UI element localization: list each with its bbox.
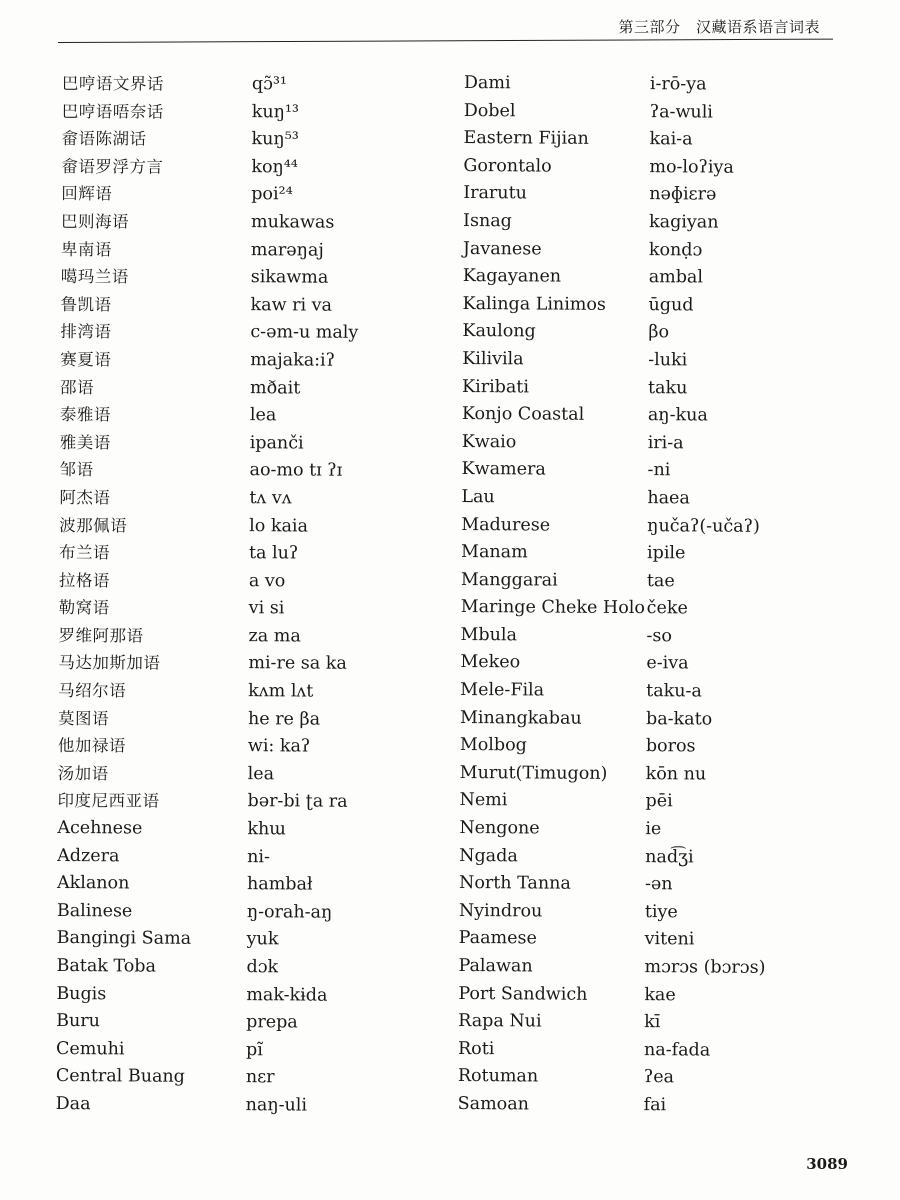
entry-row [458,981,858,1011]
entry-row [462,429,862,459]
word-form: mɔrɔs (bɔrɔs) [644,957,766,978]
entry-row [461,567,861,597]
word-form: pēi [645,791,673,812]
language-name: Nyindrou [458,900,543,922]
word-form: za ma [248,626,301,647]
word-form: βo [648,322,670,343]
running-header [0,0,900,50]
word-form: ao-mo tɪ ʔɪ [249,460,343,482]
entry-row [61,125,461,155]
language-name: Kiribati [462,376,530,397]
entry-row [59,567,459,597]
entry-row [61,208,461,238]
entry-row [462,374,862,404]
entry-row [463,153,863,183]
word-form: kai-a [649,129,693,150]
language-name: Gorontalo [463,155,552,177]
entry-row [462,346,862,376]
language-name: Bugis [56,983,107,1004]
word-form: e-iva [646,653,689,674]
language-name: Nemi [459,790,508,811]
language-name: Kwamera [461,459,546,480]
language-name: Maringe Cheke Holo [460,597,645,619]
word-form: taku-a [646,681,702,702]
word-form: khɯ [247,819,286,840]
word-form: lea [249,405,277,426]
language-name: 罗维阿那语 [58,625,144,646]
entry-row [461,511,861,541]
entry-row [61,236,461,266]
word-form: kōn nu [645,763,707,785]
entry-row [460,705,860,735]
entry-row [460,760,860,790]
entry-row [57,870,457,900]
language-name: Kwaio [461,431,517,453]
language-name: Buru [56,1011,101,1032]
entry-row [459,870,859,900]
entry-row [462,401,862,431]
word-form: a vo [248,570,286,592]
entry-row [60,346,460,376]
entry-row [61,263,461,293]
page-number: 3089 [806,1155,848,1173]
word-form: tae [646,570,675,591]
entry-row [461,594,861,624]
language-name: 拉格语 [58,570,110,590]
entry-row [56,953,456,983]
word-form: bər-bi ʈa ra [247,791,348,813]
word-form: mukawas [251,212,335,233]
language-name: Manam [460,542,528,563]
word-form: i-rō-ya [649,74,707,95]
language-name: 汤加语 [57,763,109,784]
language-name: 泰雅语 [59,405,111,425]
language-name: 鲁凯语 [60,294,112,315]
language-name: 巴哼语文界话 [61,73,164,94]
language-name: Molbog [459,735,527,756]
entry-row [56,1036,456,1066]
entry-row [59,456,459,486]
word-form: marəŋaj [250,239,324,261]
language-name: Mekeo [460,652,521,673]
language-name: 布兰语 [58,543,111,563]
entry-row [462,291,862,321]
word-form: tiye [644,901,678,923]
word-form: koŋ⁴⁴ [251,156,298,178]
entry-row [59,484,459,514]
word-list [0,70,900,1130]
entry-row [461,484,861,514]
word-form: kuŋ¹³ [251,101,299,123]
entry-row [58,705,458,735]
entry-row [463,125,863,155]
word-form: c-əm-u maly [250,322,359,344]
entry-row [57,925,457,955]
word-form: nɛr [245,1067,275,1088]
language-name: Irarutu [463,183,527,204]
entry-row [462,318,862,348]
word-form: na-fada [643,1039,711,1061]
entry-row [463,208,863,238]
entry-row [459,787,859,817]
language-name: Kagayanen [462,266,562,287]
language-name: Acehnese [57,818,143,839]
entry-row [58,649,458,679]
entry-row [463,236,863,266]
entry-row [62,98,462,128]
entry-row [459,898,859,928]
entry-row [460,732,860,762]
entry-row [58,622,458,652]
word-form: ʔa-wuli [649,101,713,123]
language-name: North Tanna [458,873,571,894]
word-form: nəɸiɛrə [649,184,717,205]
entry-row [59,511,459,541]
word-form: konḍɔ [648,239,703,261]
entry-row [57,815,457,845]
entry-row [62,70,462,100]
entry-row [60,318,460,348]
entry-row [57,787,457,817]
language-name: Rapa Nui [458,1011,542,1032]
word-form: sikawma [250,267,329,288]
language-name: Nengone [459,818,540,839]
entry-row [459,925,859,955]
entry-row [58,732,458,762]
language-name: Paamese [458,928,537,949]
entry-row [458,1091,858,1121]
word-form: kae [644,984,676,1005]
entry-row [60,374,460,404]
entry-row [458,953,858,983]
word-form: aŋ-kua [647,405,708,426]
word-form: haea [647,488,690,509]
language-name: Kilivila [462,348,524,370]
language-name: Dobel [463,100,516,121]
language-name: Balinese [56,900,133,922]
word-form: wi: kaʔ [247,736,311,757]
language-name: Rotuman [457,1066,539,1087]
language-name: 马达加斯加语 [58,653,161,674]
entry-row [461,456,861,486]
language-name: 畲语罗浮方言 [61,156,164,177]
word-form: yuk [246,929,279,950]
left-column [56,70,462,1121]
entry-row [458,1063,858,1093]
word-form: pĩ [245,1039,263,1061]
word-form: ŋučaʔ(-učaʔ) [647,515,760,537]
entry-row [59,594,459,624]
word-form: -so [646,626,673,647]
entry-row [460,622,860,652]
word-form: ambal [648,267,704,288]
entry-row [58,677,458,707]
language-name: 巴则海语 [61,211,130,232]
entry-row [460,649,860,679]
language-name: Batak Toba [56,955,157,977]
word-form: hambał [246,874,313,895]
language-name: 回辉语 [61,184,113,204]
language-name: 畲语陈湖话 [61,129,147,149]
language-name: 雅美语 [59,432,111,453]
language-name: 波那佩语 [59,515,128,535]
language-name: Cemuhi [55,1038,125,1060]
word-form: qɔ̃³¹ [251,74,288,95]
language-name: 赛夏语 [60,349,112,370]
header-rule [58,39,833,43]
word-form: kagiyan [649,212,719,233]
word-form: ŋ-orah-aŋ [246,901,333,923]
entry-row [57,898,457,928]
language-name: 阿杰语 [59,487,111,508]
language-name: Bangingi Sama [56,928,192,950]
word-form: ipanči [249,432,304,454]
language-name: Isnag [463,210,512,232]
entry-row [60,401,460,431]
entry-row [458,1008,858,1038]
word-form: kuŋ⁵³ [251,129,299,150]
language-name: 邵语 [60,377,95,397]
entry-row [459,843,859,873]
word-form: -luki [648,350,688,371]
language-name: Kaulong [462,321,536,342]
word-form: boros [645,736,696,757]
word-form: mo-loʔiya [649,156,734,178]
word-form: tʌ vʌ [249,488,292,509]
language-name: Palawan [458,955,533,977]
word-form: kʌm lʌt [248,681,314,702]
header-title: 第三部分 汉藏语系语言词表 [618,18,820,36]
entry-row [458,1036,858,1066]
entry-row [61,180,461,210]
entry-row [459,815,859,845]
word-form: taku [648,377,688,398]
word-form: -ən [644,874,673,895]
right-column [458,70,864,1121]
entry-row [464,70,864,100]
word-form: fai [643,1095,667,1116]
language-name: 巴哼语唔奈话 [61,101,164,122]
word-form: ie [645,819,662,840]
language-name: Port Sandwich [458,983,588,1005]
entry-row [56,1063,456,1093]
language-name: Konjo Coastal [461,404,585,425]
language-name: Samoan [457,1093,530,1115]
language-name: Mele-Fila [460,680,545,701]
entry-row [56,1091,456,1121]
entry-row [56,1008,456,1038]
entry-row [460,677,860,707]
word-form: mak-kɨda [246,984,328,1006]
word-form: dɔk [246,957,279,978]
word-form: majaka:iʔ [250,350,336,371]
entry-row [461,539,861,569]
language-name: Murut(Timugon) [459,762,608,784]
entry-row [59,539,459,569]
entry-row [56,981,456,1011]
word-form: vi si [248,598,285,619]
language-name: Central Buang [55,1066,185,1088]
language-name: 勒窝语 [58,598,110,618]
word-form: ta luʔ [248,543,299,564]
language-name: 马绍尔语 [58,681,127,701]
word-form: naŋ-uli [245,1095,308,1116]
language-name: 噶玛兰语 [60,267,129,287]
word-form: lea [247,763,275,785]
word-form: ipile [646,543,686,564]
entry-row [464,98,864,128]
word-form: kaw ri va [250,294,333,316]
language-name: Manggarai [460,569,558,591]
language-name: Daa [55,1093,91,1115]
word-form: -ni [647,460,671,481]
word-form: mðait [250,377,301,398]
entry-row [58,760,458,790]
word-form: prepa [246,1012,298,1033]
entry-row [463,180,863,210]
word-form: he re βa [247,708,321,730]
language-name: Eastern Fijian [463,128,589,149]
word-form: ba-kato [645,708,713,730]
language-name: Mbula [460,624,518,646]
word-form: čeke [646,598,688,619]
word-form: ūgud [648,294,694,316]
language-name: 印度尼西亚语 [57,791,160,812]
word-form: poi²⁴ [251,184,293,205]
language-name: 他加禄语 [57,736,126,756]
entry-row [61,153,461,183]
word-form: iri-a [647,432,684,454]
language-name: Minangkabau [459,707,582,729]
word-form: kī [644,1012,661,1033]
entry-row [60,429,460,459]
language-name: Ngada [459,845,518,866]
language-name: 邹语 [59,460,94,480]
language-name: Roti [457,1038,495,1059]
word-form: lo kaia [249,515,309,537]
language-name: 卑南语 [60,239,112,259]
language-name: Aklanon [56,873,130,894]
language-name: Madurese [461,514,551,536]
language-name: Lau [461,486,495,508]
word-form: ʔea [643,1067,675,1088]
language-name: 莫图语 [57,708,110,728]
word-form: nad͡ʒi [645,846,694,868]
entry-row [57,843,457,873]
language-name: Dami [463,72,511,94]
word-form: viteni [644,929,695,950]
language-name: Adzera [57,845,120,866]
word-form: mi-re sa ka [248,653,347,675]
word-form: ni- [247,846,271,867]
entry-row [463,263,863,293]
language-name: Javanese [462,238,542,260]
language-name: 排湾语 [60,322,112,342]
language-name: Kalinga Linimos [462,293,607,315]
entry-row [60,291,460,321]
